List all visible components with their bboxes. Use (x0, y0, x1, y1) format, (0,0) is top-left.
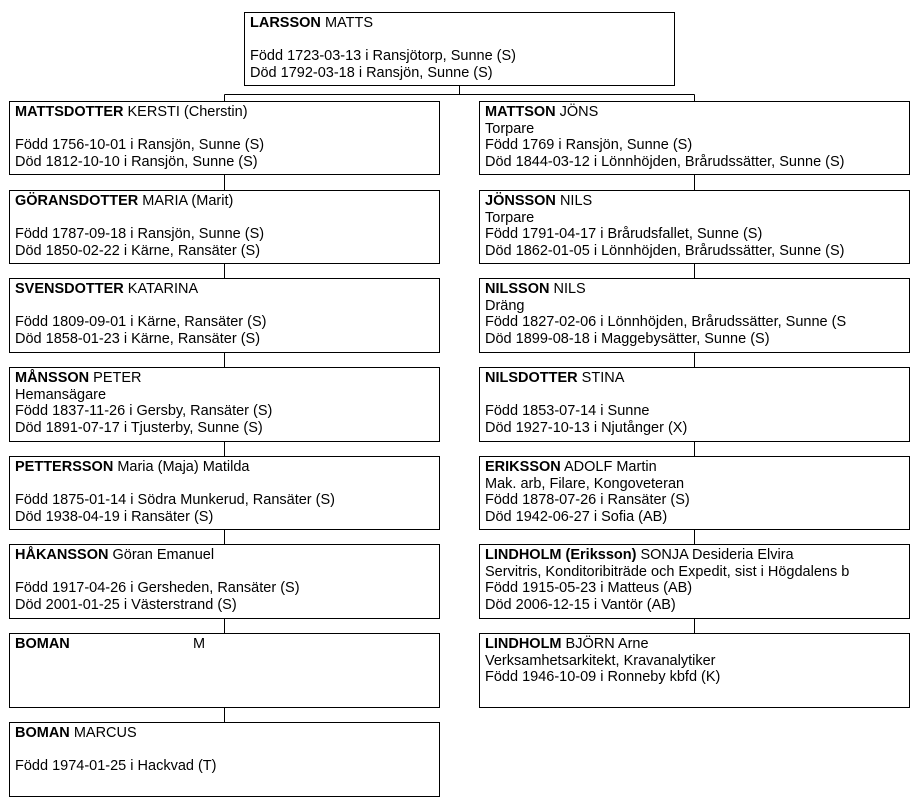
death-info: Död 1862-01-05 i Lönnhöjden, Brårudssätter, Sunne (S) (485, 242, 845, 259)
death-info: Död 1927-10-13 i Njutånger (X) (485, 419, 688, 436)
birth-info: Född 1809-09-01 i Kärne, Ransäter (S) (15, 314, 267, 330)
person-name (15, 459, 434, 476)
birth-info: Född 1791-04-17 i Brårudsfallet, Sunne (S) (485, 226, 763, 242)
occupation: Hemansägare (15, 386, 107, 403)
person-name (485, 193, 904, 210)
birth-info: Född 1756-10-01 i Ransjön, Sunne (S) (15, 137, 265, 153)
given-name: MARCUS (73, 725, 137, 741)
surname: JÖNSSON (485, 193, 556, 209)
given-name: ADOLF Martin (563, 459, 657, 475)
birth-info: Född 1837-11-26 i Gersby, Ransäter (S) (15, 403, 273, 419)
person-box-right-5 (479, 456, 910, 530)
birth-info: Född 1974-01-25 i Hackvad (T) (15, 758, 217, 774)
death-info: Död 1938-04-19 i Ransäter (S) (15, 508, 214, 525)
birth-info: Född 1878-07-26 i Ransäter (S) (485, 492, 690, 508)
occupation: Mak. arb, Filare, Kongoveteran (485, 475, 685, 492)
person-name (485, 281, 904, 298)
person-name (485, 370, 904, 387)
occupation: Torpare (485, 120, 535, 137)
surname: SVENSDOTTER (15, 281, 124, 297)
surname: LARSSON (250, 15, 321, 31)
given-name: STINA (581, 370, 625, 386)
birth-info: Född 1915-05-23 i Matteus (AB) (485, 580, 693, 596)
person-name (15, 104, 434, 121)
given-name: NILS (559, 193, 593, 209)
given-name: M (193, 636, 206, 652)
person-name (485, 547, 904, 564)
occupation: Dräng (485, 297, 525, 314)
person-box-right-4 (479, 367, 910, 442)
person-name (15, 370, 434, 387)
occupation (15, 210, 434, 227)
birth-info: Född 1946-10-09 i Ronneby kbfd (K) (485, 669, 721, 685)
given-name: MATTS (324, 15, 373, 31)
person-box-right-1 (479, 101, 910, 175)
birth-info: Född 1787-09-18 i Ransjön, Sunne (S) (15, 226, 265, 242)
given-name: KERSTI (Cherstin) (127, 104, 248, 120)
person-box-right-7 (479, 633, 910, 708)
occupation: Torpare (485, 209, 535, 226)
death-info: Död 1812-10-10 i Ransjön, Sunne (S) (15, 153, 258, 170)
occupation (15, 298, 434, 315)
death-info: Död 2001-01-25 i Västerstrand (S) (15, 596, 237, 613)
person-box-right-2 (479, 190, 910, 264)
surname: MATTSON (485, 104, 556, 120)
birth-info: Född 1875-01-14 i Södra Munkerud, Ransäter (S) (15, 492, 335, 508)
death-info: Död 1792-03-18 i Ransjön, Sunne (S) (250, 64, 493, 81)
person-name (485, 104, 904, 121)
person-name (15, 281, 434, 298)
surname: BOMAN (15, 636, 70, 652)
given-name: BJÖRN Arne (565, 636, 649, 652)
death-info: Död 1942-06-27 i Sofia (AB) (485, 508, 668, 525)
person-box-left-6 (9, 544, 440, 619)
death-info: Död 1858-01-23 i Kärne, Ransäter (S) (15, 330, 261, 347)
surname: NILSSON (485, 281, 550, 297)
given-name: SONJA Desideria Elvira (640, 547, 794, 563)
given-name: JÖNS (559, 104, 599, 120)
death-info: Död 1899-08-18 i Maggebysätter, Sunne (S) (485, 330, 770, 347)
birth-info (15, 669, 434, 686)
death-info: Död 1891-07-17 i Tjusterby, Sunne (S) (15, 419, 263, 436)
death-info (15, 686, 434, 703)
surname: BOMAN (15, 725, 70, 741)
given-name: Göran Emanuel (112, 547, 215, 563)
occupation: Servitris, Konditoribiträde och Expedit, sist i Högdalens b (485, 563, 850, 580)
person-box-left-4 (9, 367, 440, 442)
birth-info: Född 1769 i Ransjön, Sunne (S) (485, 137, 693, 153)
occupation (15, 742, 434, 759)
death-info: Död 1844-03-12 i Lönnhöjden, Brårudssätter, Sunne (S) (485, 153, 845, 170)
occupation (15, 653, 434, 670)
person-name (250, 15, 669, 32)
person-box-right-3 (479, 278, 910, 353)
surname: MÅNSSON (15, 370, 90, 386)
person-box-left-5 (9, 456, 440, 530)
surname: LINDHOLM (Eriksson) (485, 547, 637, 563)
given-name: Maria (Maja) Matilda (117, 459, 250, 475)
birth-info: Född 1853-07-14 i Sunne (485, 403, 650, 419)
surname: GÖRANSDOTTER (15, 193, 139, 209)
occupation (485, 387, 904, 404)
death-info: Död 1850-02-22 i Kärne, Ransäter (S) (15, 242, 261, 259)
person-box-root (244, 12, 675, 86)
person-name (485, 459, 904, 476)
occupation: Verksamhetsarkitekt, Kravanalytiker (485, 652, 716, 669)
surname: HÅKANSSON (15, 547, 109, 563)
person-box-left-7 (9, 633, 440, 708)
person-name (485, 636, 904, 653)
person-box-left-8 (9, 722, 440, 797)
occupation (15, 121, 434, 138)
person-name (15, 636, 434, 653)
death-info: Död 2006-12-15 i Vantör (AB) (485, 596, 676, 613)
person-box-right-6 (479, 544, 910, 619)
person-name (15, 193, 434, 210)
surname: NILSDOTTER (485, 370, 578, 386)
death-info (485, 686, 904, 703)
surname: LINDHOLM (485, 636, 562, 652)
given-name: NILS (553, 281, 586, 297)
birth-info: Född 1917-04-26 i Gersheden, Ransäter (S) (15, 580, 300, 596)
spacer (250, 32, 669, 49)
given-name: MARIA (Marit) (142, 193, 234, 209)
birth-info: Född 1723-03-13 i Ransjötorp, Sunne (S) (250, 48, 516, 64)
birth-info: Född 1827-02-06 i Lönnhöjden, Brårudssätter, Sunne (S (485, 314, 847, 330)
person-box-left-1 (9, 101, 440, 175)
person-name (15, 725, 434, 742)
surname: ERIKSSON (485, 459, 561, 475)
surname: MATTSDOTTER (15, 104, 124, 120)
occupation (15, 476, 434, 493)
person-box-left-2 (9, 190, 440, 264)
given-name: KATARINA (127, 281, 199, 297)
given-name: PETER (93, 370, 142, 386)
surname: PETTERSSON (15, 459, 114, 475)
person-box-left-3 (9, 278, 440, 353)
death-info (15, 775, 434, 792)
person-name (15, 547, 434, 564)
occupation (15, 564, 434, 581)
